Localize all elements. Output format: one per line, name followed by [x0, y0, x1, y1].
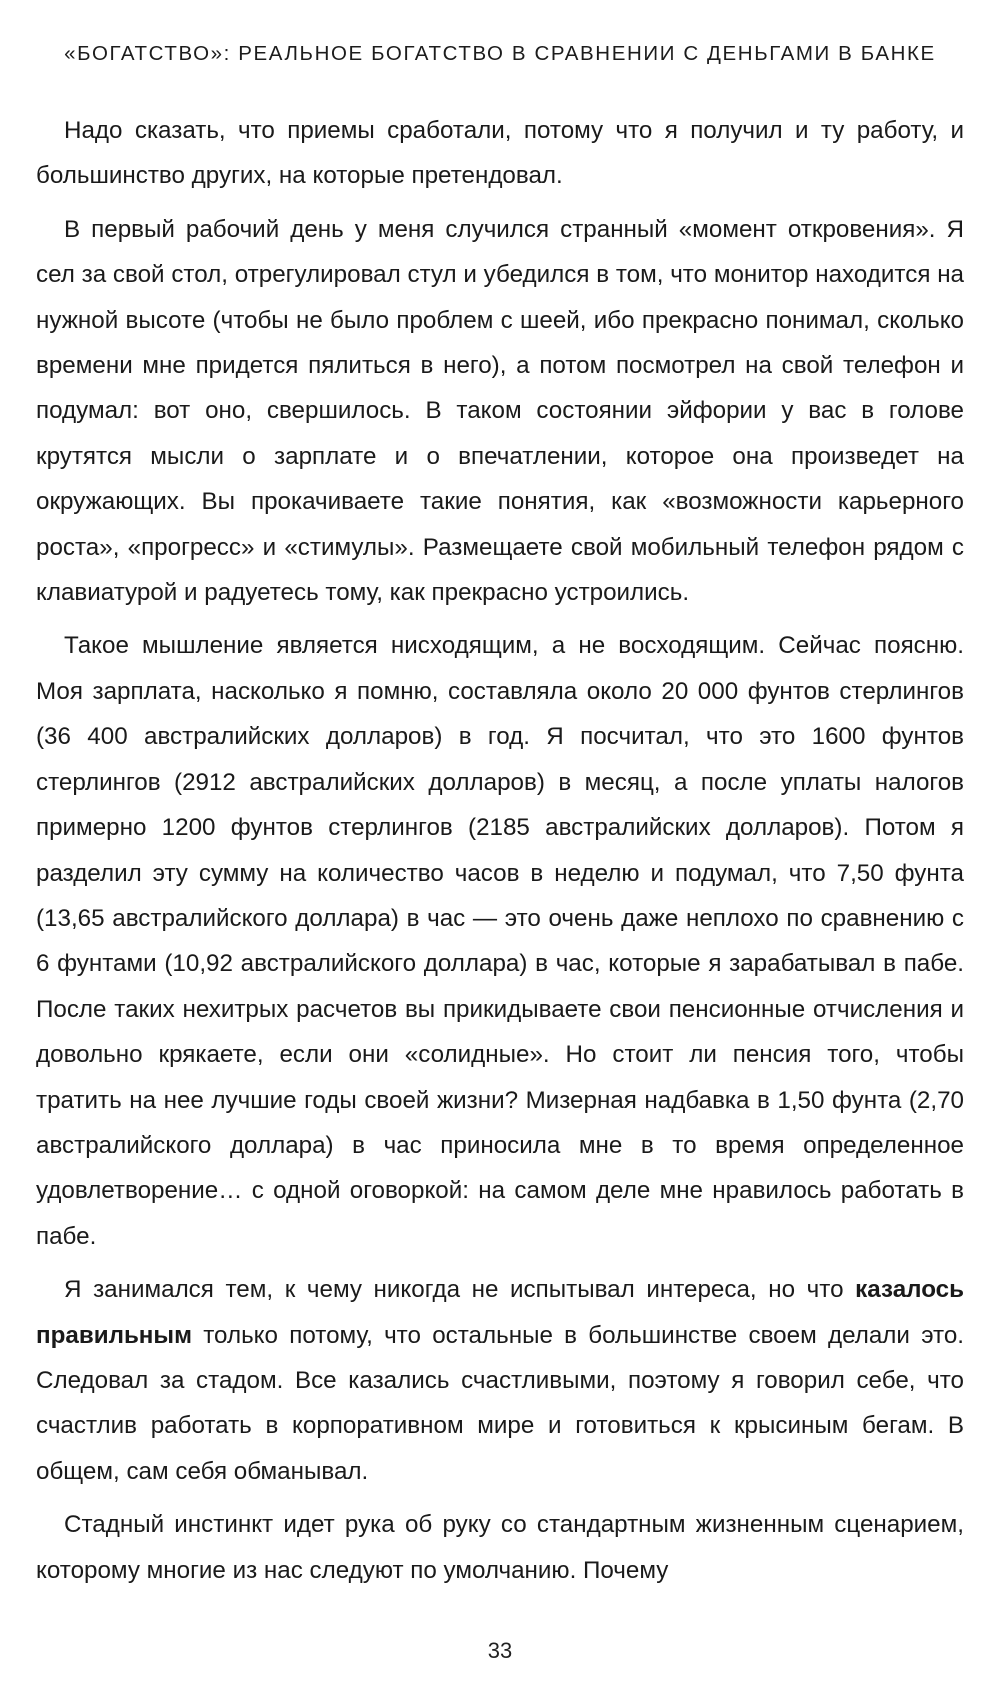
paragraph-4-bold-phrase: казалось правильным [36, 1276, 964, 1349]
paragraph-1: Надо сказать, что приемы сработали, потому что я получил и ту работу, и большинство других, на которые претендовал. [36, 117, 964, 190]
paragraph-4-text-before: Я занимался тем, к чему никогда не испытывал интереса, но что [64, 1276, 856, 1304]
body-text [36, 108, 964, 1593]
paragraph-4-text-after: только потому, что остальные в большинстве своем делали это. Следовал за стадом. Все казались счастливыми, поэтому я говорил себе, что счастлив работать в корпоративном мире и готовиться к крысиным бегам. В общем, сам себя обманывал. [36, 1321, 964, 1485]
paragraph-4 [36, 1267, 964, 1494]
page-number: 33 [487, 1638, 513, 1663]
running-header-title: «БОГАТСТВО»: РЕАЛЬНОЕ БОГАТСТВО В СРАВНЕНИИ С ДЕНЬГАМИ В БАНКЕ [64, 42, 936, 65]
paragraph-2: В первый рабочий день у меня случился странный «момент откровения». Я сел за свой стол, отрегулировал стул и убедился в том, что монитор находится на нужной высоте (чтобы не было проблем с шеей, ибо прекрасно понимал, сколько времени мне придется пялиться в него), а потом посмотрел на свой телефон и подумал: вот оно, свершилось. В таком состоянии эйфории у вас в голове крутятся мысли о зарплате и о впечатлении, которое она произведет на окружающих. Вы прокачиваете такие понятия, как «возможности карьерного роста», «прогресс» и «стимулы». Размещаете свой мобильный телефон рядом с клавиатурой и радуетесь тому, как прекрасно устроились. [36, 215, 964, 607]
paragraph-3: Такое мышление является нисходящим, а не восходящим. Сейчас поясню. Моя зарплата, насколько я помню, составляла около 20 000 фунтов стерлингов (36 400 австралийских долларов) в год. Я посчитал, что это 1600 фунтов стерлингов (2912 австралийских долларов) в месяц, а после уплаты налогов примерно 1200 фунтов стерлингов (2185 австралийских долларов). Потом я разделил эту сумму на количество часов в неделю и подумал, что 7,50 фунта (13,65 австралийского доллара) в час — это очень даже неплохо по сравнению с 6 фунтами (10,92 австралийского доллара) в час, которые я зарабатывал в пабе. После таких нехитрых расчетов вы прикидываете свои пенсионные отчисления и довольно крякаете, если они «солидные». Но стоит ли пенсия того, чтобы тратить на нее лучшие годы своей жизни? Мизерная надбавка в 1,50 фунта (2,70 австралийского доллара) в час приносила мне в то время определенное удовлетворение… с одной оговоркой: на самом деле мне нравилось работать в пабе. [36, 632, 964, 1250]
paragraph-5: Стадный инстинкт идет рука об руку со стандартным жизненным сценарием, которому многие из нас следуют по умолчанию. Почему [36, 1511, 964, 1584]
